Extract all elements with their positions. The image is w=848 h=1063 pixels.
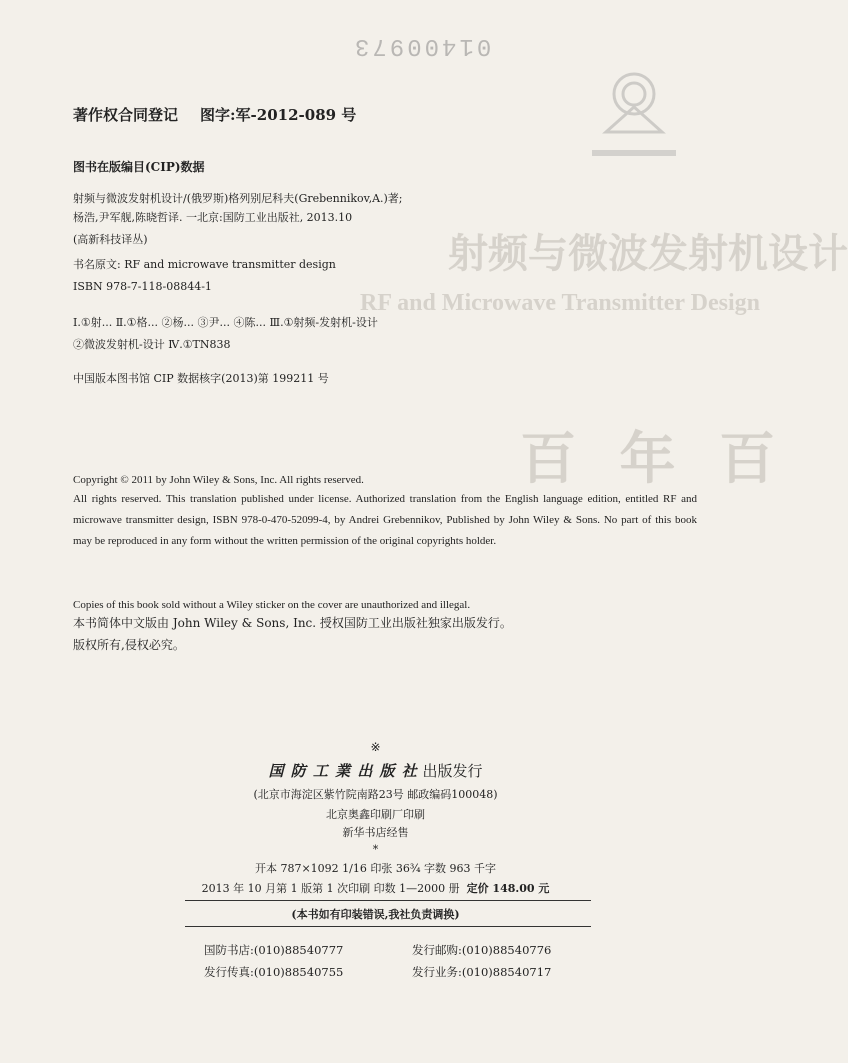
- wiley-sticker-note: Copies of this book sold without a Wiley sticker on the cover are unauthorized and illegal.: [73, 599, 471, 611]
- publish-word: 出版发行: [417, 762, 483, 780]
- publisher-seal-icon: [584, 62, 684, 162]
- contact-bookstore: 国防书店:(010)88540777: [204, 943, 344, 957]
- distributor: 新华书店经售: [342, 826, 409, 839]
- cip-heading: 图书在版编目(CIP)数据: [73, 160, 205, 174]
- bottom-rule: [185, 926, 591, 927]
- stamp-number: 01400973: [352, 32, 492, 59]
- registration-label: 著作权合同登记: [73, 106, 179, 124]
- star-mark: *: [372, 843, 379, 856]
- registration-number: 图字:军-2012-089 号: [200, 106, 357, 124]
- replacement-notice: (本书如有印装错误,我社负责调换): [291, 908, 460, 921]
- separator-mark: ※: [370, 740, 381, 754]
- contact-business: 发行业务:(010)88540717: [412, 965, 552, 979]
- cn-license-note: 本书简体中文版由 John Wiley & Sons, Inc. 授权国防工业出版社独家出版发行。: [73, 616, 512, 630]
- cip-number: 中国版本图书馆 CIP 数据核字(2013)第 199211 号: [73, 372, 329, 385]
- publisher-line: [0, 760, 751, 781]
- price: 定价 148.00 元: [466, 882, 550, 895]
- show-through-title: 射频与微波发射机设计: [448, 230, 848, 277]
- cip-classification-2: ②微波发射机-设计 Ⅳ.①TN838: [73, 338, 231, 351]
- publisher-name: 国 防 工 業 出 版 社: [268, 762, 418, 780]
- contact-mail-order: 发行邮购:(010)88540776: [412, 943, 552, 957]
- copyright-registration: [73, 104, 356, 125]
- book-format: 开本 787×1092 1/16 印张 36¾ 字数 963 千字: [254, 862, 497, 875]
- show-through-logo: 百 年 百: [520, 426, 787, 492]
- cip-line-5: ISBN 978-7-118-08844-1: [73, 280, 212, 293]
- edition-info: 2013 年 10 月第 1 版第 1 次印刷 印数 1—2000 册: [201, 882, 460, 895]
- show-through-subtitle: RF and Microwave Transmitter Design: [360, 290, 760, 316]
- publisher-address: (北京市海淀区紫竹院南路23号 邮政编码100048): [253, 788, 498, 801]
- license-statement: All rights reserved. This translation published under license. Authorized translation from the English language edition, entitled RF and microwave transmitter design, ISBN 978-0-470-52099-4, by Andrei Grebennikov, Published by John Wiley & Sons. No part of this book may be reproduced in any form without the written permission of the original copyrights holder.: [73, 493, 697, 547]
- cip-line-4: 书名原文: RF and microwave transmitter design: [73, 258, 336, 271]
- cip-line-3: (高新科技译丛): [73, 233, 148, 246]
- edition-line: [0, 880, 751, 896]
- printer: 北京奥鑫印刷厂印刷: [326, 808, 425, 821]
- cip-line-2: 杨浩,尹军舰,陈晓哲译. 一北京:国防工业出版社, 2013.10: [73, 211, 353, 224]
- copyright-line: Copyright © 2011 by John Wiley & Sons, Inc. All rights reserved.: [73, 474, 364, 486]
- cip-classification-1: Ⅰ.①射... Ⅱ.①格... ②杨... ③尹... ④陈... Ⅲ.①射频-发射机-设计: [73, 316, 378, 329]
- top-rule: [185, 900, 591, 901]
- rights-reserved: 版权所有,侵权必究。: [73, 638, 185, 652]
- contact-fax: 发行传真:(010)88540755: [204, 965, 344, 979]
- cip-line-1: 射频与微波发射机设计/(俄罗斯)格列别尼科夫(Grebennikov,A.)著;: [73, 192, 403, 205]
